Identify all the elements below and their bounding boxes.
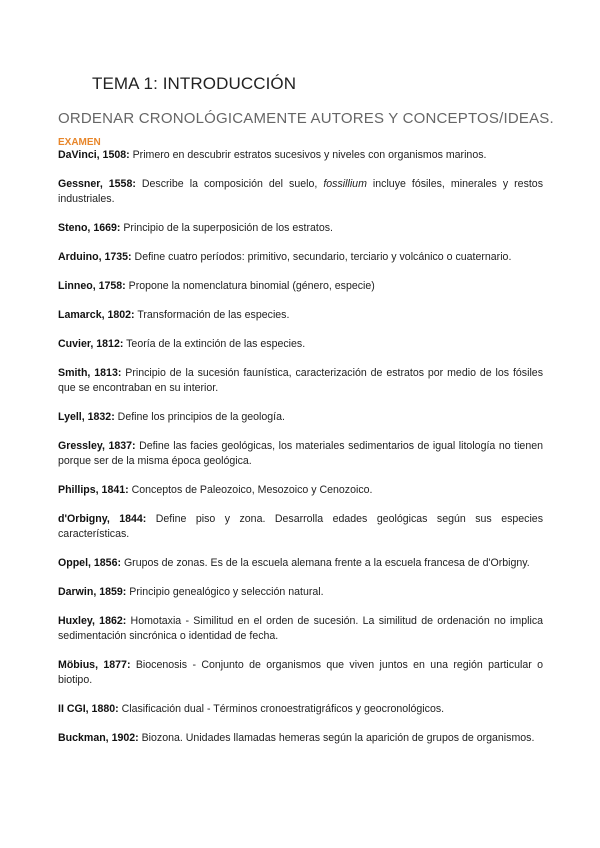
entry-huxley [58,614,543,644]
entry-text: Homotaxia - Similitud en el orden de sucesión. La similitud de ordenación no implica sedimentación sincrónica o identidad de fecha. [58,615,544,642]
entry-gressley [58,439,543,469]
entry-author: Arduino, 1735: [58,251,132,263]
exam-label: EXAMEN [58,137,101,148]
entry-text: Principio genealógico y selección natural. [126,586,324,598]
entry-davinci [58,148,543,163]
entry-text: Conceptos de Paleozoico, Mesozoico y Cenozoico. [128,484,373,496]
entry-text: Define piso y zona. Desarrolla edades geológicas según sus especies características. [58,513,544,540]
entry-lyell [58,410,543,425]
entry-darwin [58,585,543,600]
entry-lamarck [58,308,543,323]
entry-text: Describe la composición del suelo, [135,178,324,190]
entry-author: Gressley, 1837: [58,440,136,452]
entry-text: Principio de la superposición de los estratos. [120,222,334,234]
entry-linneo [58,279,543,294]
entry-text: Grupos de zonas. Es de la escuela alemana frente a la escuela francesa de d'Orbigny. [121,557,530,569]
entry-text-continued: incluye fósiles, minerales y restos industriales. [58,178,543,205]
entry-author: Linneo, 1758: [58,280,126,292]
entry-author: Smith, 1813: [58,367,122,379]
entries-list [58,148,543,760]
entry-text: Biozona. Unidades llamadas hemeras según la aparición de grupos de organismos. [138,732,535,744]
entry-italic-term: fossillium [323,178,367,190]
page-title: TEMA 1: INTRODUCCIÓN [92,74,297,93]
entry-cuvier [58,337,543,352]
entry-author: DaVinci, 1508: [58,149,130,161]
entry-text: Principio de la sucesión faunística, caracterización de estratos por medio de los fósiles que se encontraban en su interior. [58,367,543,394]
entry-author: Buckman, 1902: [58,732,139,744]
entry-author: Gessner, 1558: [58,178,136,190]
entry-text: Define cuatro períodos: primitivo, secundario, terciario y volcánico o cuaternario. [131,251,512,263]
entry-text: Transformación de las especies. [134,309,290,321]
entry-text: Define las facies geológicas, los materiales sedimentarios de igual litología no tienen porque ser de la misma época geológica. [58,440,543,467]
entry-text: Propone la nomenclatura binomial (género, especie) [125,280,375,292]
entry-gessner [58,177,543,207]
entry-author: Lamarck, 1802: [58,309,135,321]
entry-text: Primero en descubrir estratos sucesivos y niveles con organismos marinos. [129,149,487,161]
entry-author: Lyell, 1832: [58,411,115,423]
entry-text: Biocenosis - Conjunto de organismos que viven juntos en una región particular o biotipo. [58,659,543,686]
entry-author: Darwin, 1859: [58,586,127,598]
entry-author: Cuvier, 1812: [58,338,124,350]
entry-author: Steno, 1669: [58,222,121,234]
entry-arduino [58,250,543,265]
entry-text: Clasificación dual - Términos cronoestratigráficos y geocronológicos. [118,703,445,715]
entry-smith [58,366,543,396]
entry-author: Möbius, 1877: [58,659,131,671]
entry-author: Huxley, 1862: [58,615,127,627]
page-subtitle: ORDENAR CRONOLÓGICAMENTE AUTORES Y CONCEPTOS/IDEAS. [58,110,554,127]
entry-text: Teoría de la extinción de las especies. [123,338,306,350]
entry-author: II CGI, 1880: [58,703,119,715]
entry-steno [58,221,543,236]
entry-author: Oppel, 1856: [58,557,121,569]
entry-author: d'Orbigny, 1844: [58,513,147,525]
entry-oppel [58,556,543,571]
entry-dorbigny [58,512,543,542]
entry-buckman [58,731,543,746]
entry-text: Define los principios de la geología. [114,411,285,423]
entry-author: Phillips, 1841: [58,484,129,496]
entry-phillips [58,483,543,498]
entry-ii-cgi [58,702,543,717]
entry-mobius [58,658,543,688]
